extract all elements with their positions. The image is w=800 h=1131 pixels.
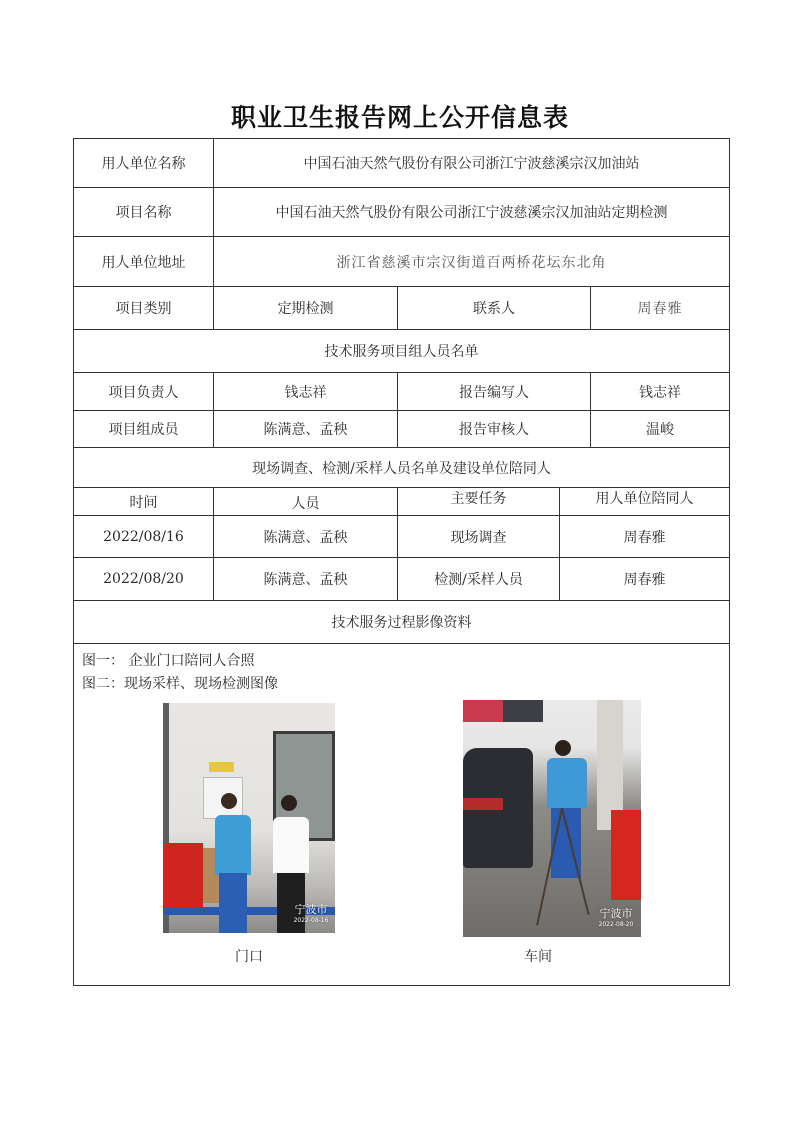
entrance-photo [163,703,335,933]
figure-1-description: 图一： 企业门口陪同人合照 [82,653,255,669]
employer-address-value: 浙江省慈溪市宗汉街道百两桥花坛东北角 [213,236,730,287]
column-header-task: 主要任务 [397,487,560,516]
fieldwork-section-title: 现场调查、检测/采样人员名单及建设单位陪同人 [73,447,730,488]
report-reviewer-label: 报告审核人 [397,410,591,448]
table-row-2-escort: 周春雅 [559,557,730,601]
team-members-label: 项目组成员 [73,410,214,448]
employer-address-label: 用人单位地址 [73,236,214,287]
project-category-label: 项目类别 [73,286,214,330]
employer-name-value: 中国石油天然气股份有限公司浙江宁波慈溪宗汉加油站 [213,138,730,188]
project-leader-value: 钱志祥 [213,372,398,411]
workshop-photo [463,700,641,937]
table-row-2-task: 检测/采样人员 [397,557,560,601]
team-section-title: 技术服务项目组人员名单 [73,329,730,373]
project-leader-label: 项目负责人 [73,372,214,411]
table-row-1-task: 现场调查 [397,515,560,558]
column-header-time: 时间 [73,487,214,516]
table-row-1-escort: 周春雅 [559,515,730,558]
images-section-title: 技术服务过程影像资料 [73,600,730,644]
column-header-escort: 用人单位陪同人 [559,487,730,516]
table-row-2-personnel: 陈满意、孟秧 [213,557,398,601]
report-writer-value: 钱志祥 [590,372,730,411]
page-title: 职业卫生报告网上公开信息表 [230,103,569,132]
contact-value: 周春雅 [590,286,730,330]
table-row-1-time: 2022/08/16 [73,515,214,558]
photo-2-caption: 车间 [524,949,552,965]
project-name-label: 项目名称 [73,187,214,237]
photo-1-watermark: 宁波市 2022-08-16 [293,903,329,924]
photo-1-caption: 门口 [235,949,263,965]
employer-name-label: 用人单位名称 [73,138,214,188]
contact-label: 联系人 [397,286,591,330]
figure-2-description: 图二：现场采样、现场检测图像 [82,676,278,692]
team-members-value: 陈满意、孟秧 [213,410,398,448]
project-category-value: 定期检测 [213,286,398,330]
photo-section [73,643,730,986]
project-name-value: 中国石油天然气股份有限公司浙江宁波慈溪宗汉加油站定期检测 [213,187,730,237]
column-header-personnel: 人员 [213,487,398,516]
report-writer-label: 报告编写人 [397,372,591,411]
photo-2-watermark: 宁波市 2022-08-20 [598,907,634,928]
table-row-2-time: 2022/08/20 [73,557,214,601]
report-reviewer-value: 温峻 [590,410,730,448]
table-row-1-personnel: 陈满意、孟秧 [213,515,398,558]
